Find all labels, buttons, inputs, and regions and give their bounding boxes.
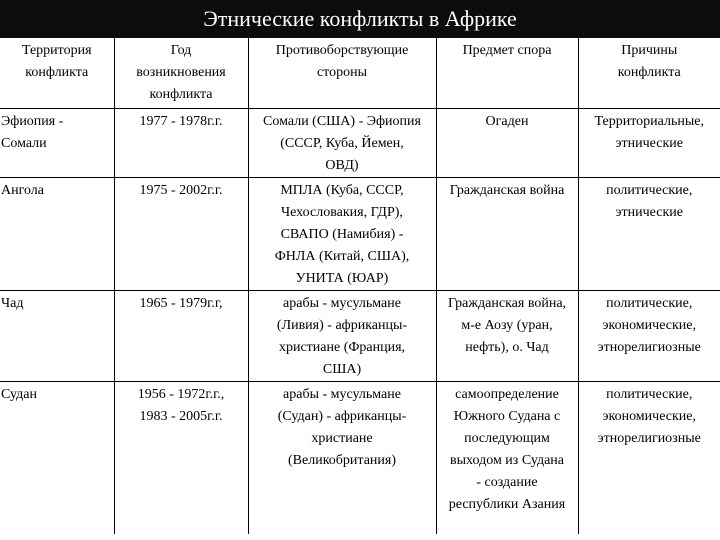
cell-year: 1965 - 1979г.г, [114,291,248,382]
cell-parties: арабы - мусульмане (Судан) - африканцы- христиане (Великобритания) [248,382,436,535]
cell-subject: самоопределение Южного Судана с последующим выходом из Судана - создание республики Азания [436,382,578,535]
table-row [0,178,720,291]
table-row [0,291,720,382]
cell-causes: политические, экономические, этнорелигиозные [578,291,720,382]
cell-territory: Ангола [0,178,114,291]
header-parties: Противоборствующие стороны [248,38,436,109]
cell-territory: Эфиопия - Сомали [0,109,114,178]
cell-parties: арабы - мусульмане (Ливия) - африканцы- христиане (Франция, США) [248,291,436,382]
conflicts-table [0,38,720,534]
cell-subject: Гражданская война [436,178,578,291]
cell-parties: МПЛА (Куба, СССР, Чехословакия, ГДР), СВАПО (Намибия) - ФНЛА (Китай, США), УНИТА (ЮАР) [248,178,436,291]
header-year: Год возникновения конфликта [114,38,248,109]
table-header-row [0,38,720,109]
header-territory: Территория конфликта [0,38,114,109]
title-bar [0,0,720,38]
cell-year: 1956 - 1972г.г., 1983 - 2005г.г. [114,382,248,535]
cell-territory: Судан [0,382,114,535]
cell-year: 1977 - 1978г.г. [114,109,248,178]
table-row [0,382,720,535]
cell-year: 1975 - 2002г.г. [114,178,248,291]
cell-causes: политические, этнические [578,178,720,291]
header-subject: Предмет спора [436,38,578,109]
cell-subject: Гражданская война, м-е Аозу (уран, нефть), о. Чад [436,291,578,382]
cell-parties: Сомали (США) - Эфиопия (СССР, Куба, Йемен, ОВД) [248,109,436,178]
table-row [0,109,720,178]
cell-territory: Чад [0,291,114,382]
slide-title: Этнические конфликты в Африке [203,6,517,31]
cell-subject: Огаден [436,109,578,178]
header-causes: Причины конфликта [578,38,720,109]
cell-causes: политические, экономические, этнорелигиозные [578,382,720,535]
cell-causes: Территориальные, этнические [578,109,720,178]
